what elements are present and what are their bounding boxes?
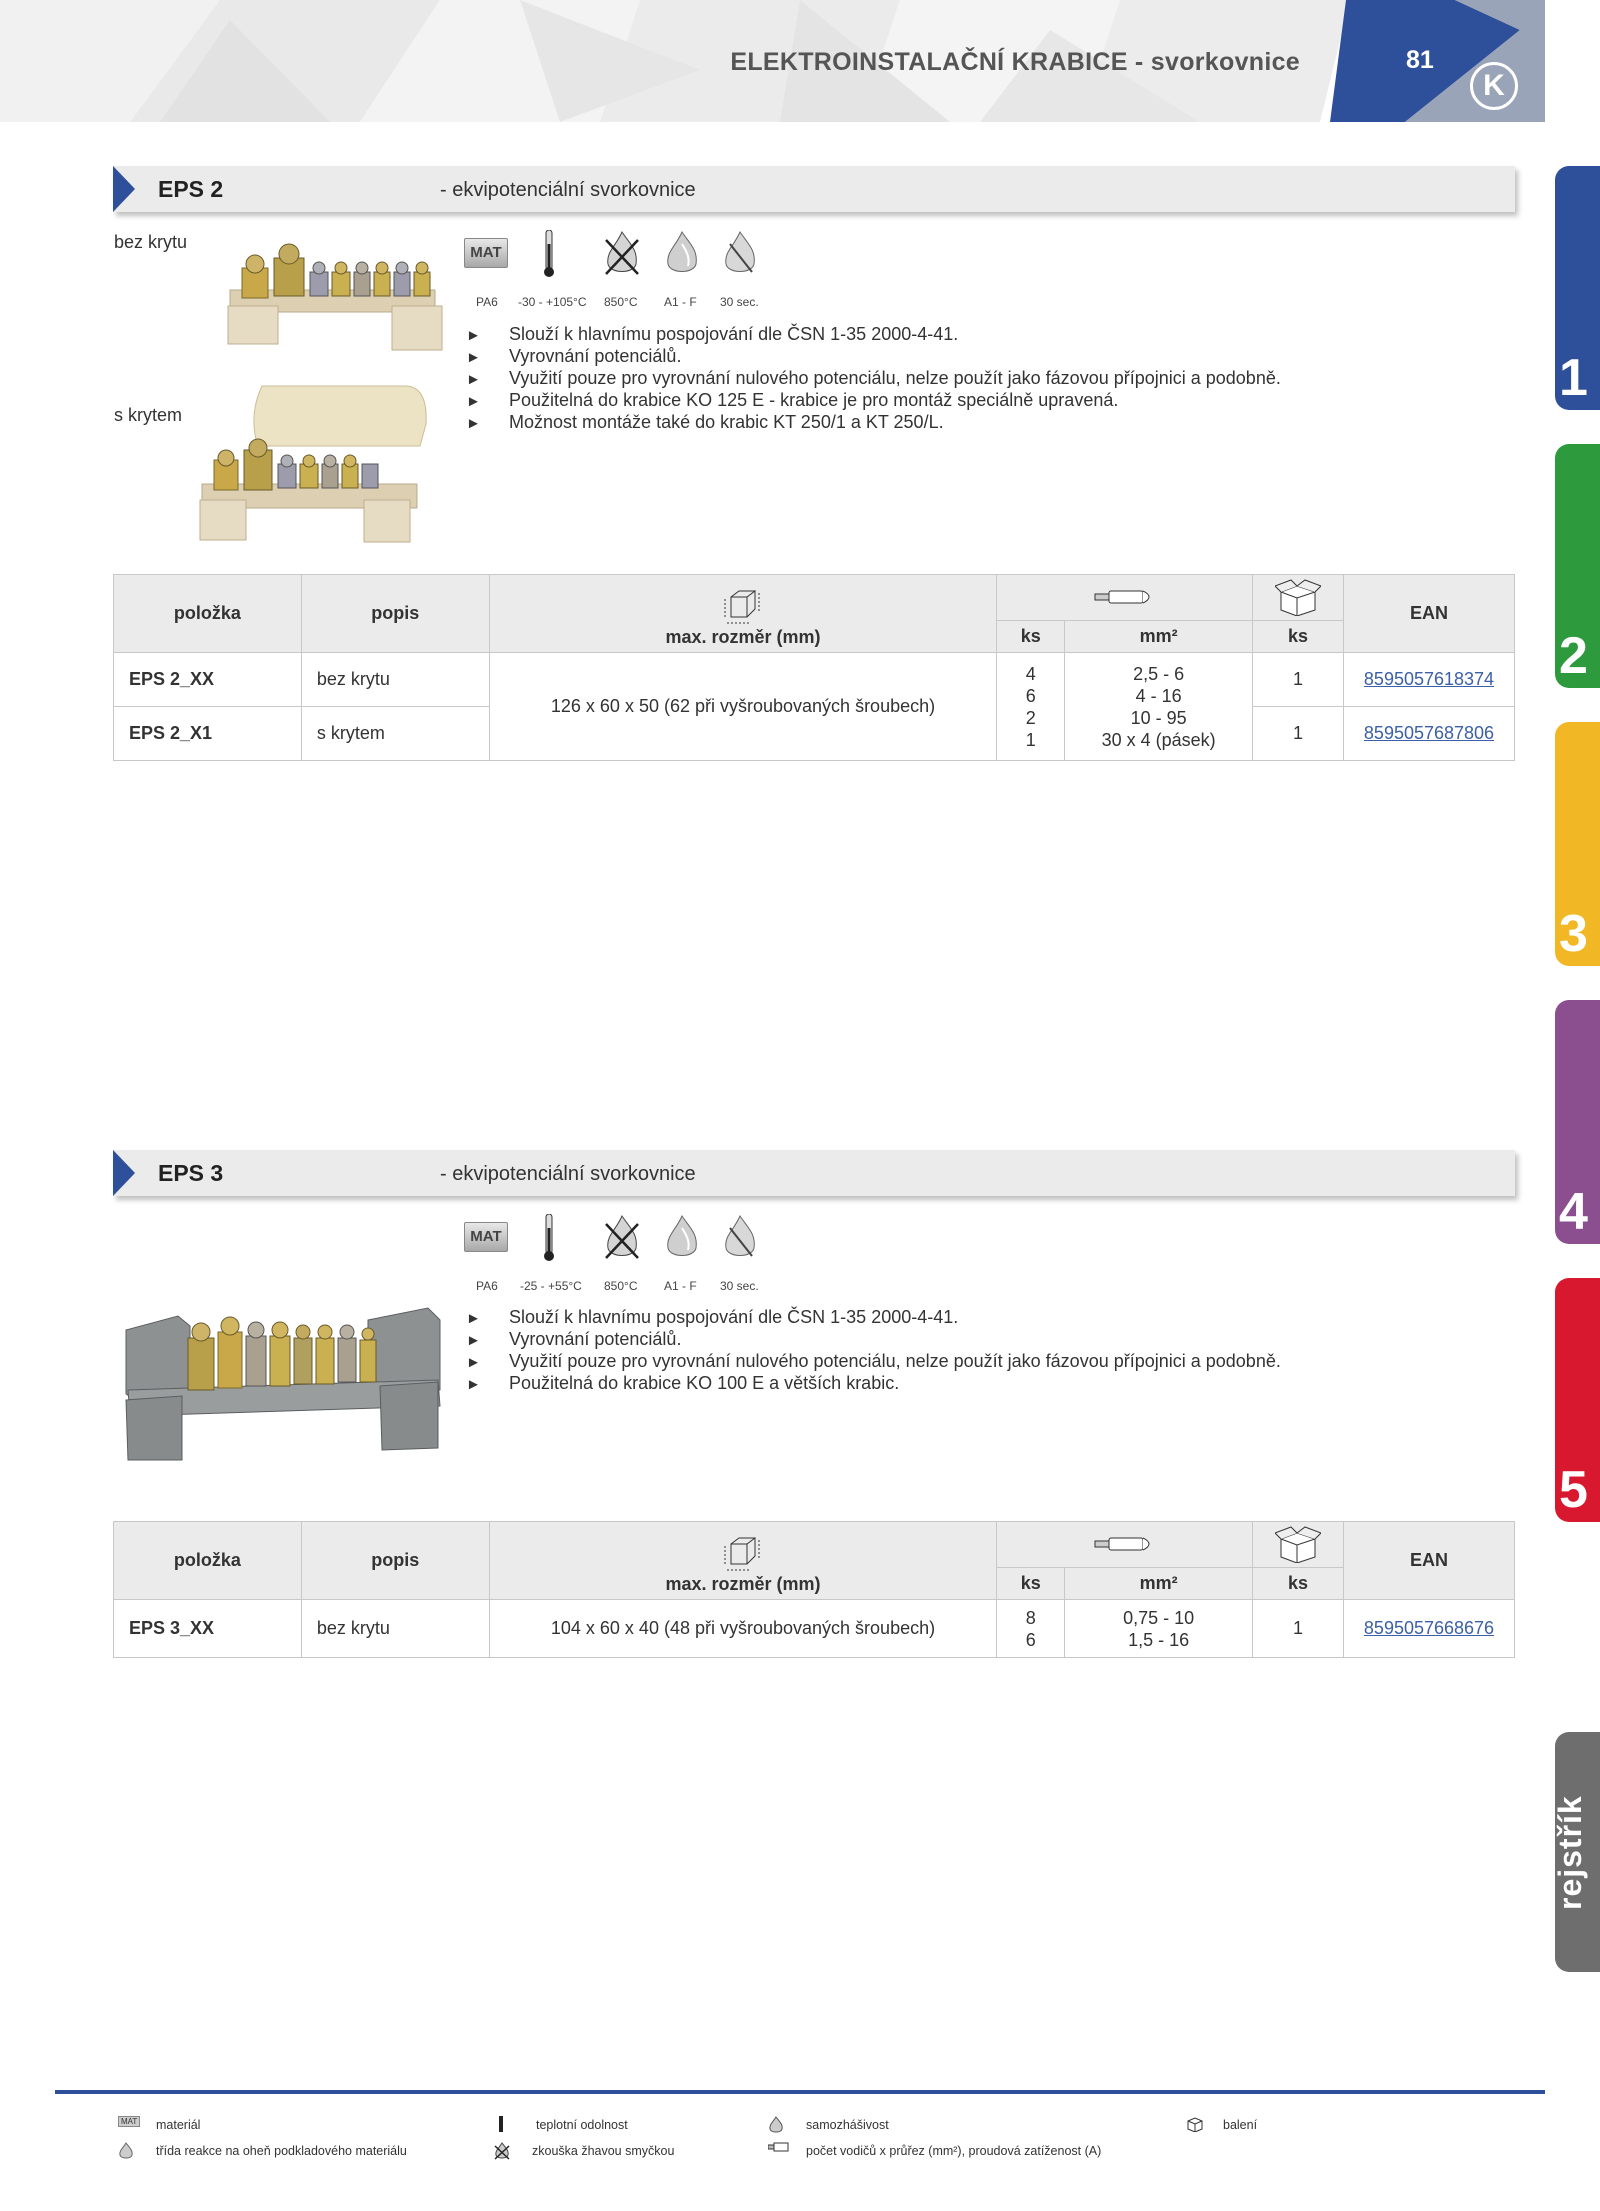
side-tab-4[interactable]: 4 [1555, 1000, 1600, 1244]
side-tab-2[interactable]: 2 [1555, 444, 1600, 688]
mat-icon: MAT [464, 238, 508, 268]
image-label-with-cover: s krytem [114, 405, 183, 425]
column-header-dimensions: max. rozměr (mm) [489, 1522, 997, 1600]
glow-wire-icon [602, 1214, 642, 1262]
dimensions-cube-icon [723, 1534, 763, 1572]
table-row [114, 653, 1515, 707]
column-header-package-count: ks [1253, 621, 1344, 653]
mat-icon: MAT [118, 2116, 140, 2127]
section-header-eps2 [113, 166, 1515, 212]
flame-drop-icon [662, 1214, 702, 1262]
side-tab-index[interactable]: rejstřík [1555, 1732, 1600, 1972]
product-image-eps2-with-cover [192, 376, 438, 551]
ean-link[interactable]: 8595057618374 [1344, 653, 1515, 707]
product-description: - ekvipotenciální svorkovnice [440, 179, 696, 201]
column-header-conductor-count: ks [997, 1568, 1065, 1600]
wire-icon [1093, 1534, 1157, 1554]
list-item: ► Vyrovnání potenciálů. [466, 346, 682, 366]
product-code: EPS 2 [158, 176, 224, 202]
cell-description: bez krytu [301, 1600, 489, 1658]
column-header-ean: EAN [1344, 575, 1515, 653]
product-image-eps2-without-cover [222, 228, 452, 358]
section-arrow-icon [113, 166, 135, 212]
box-icon [1275, 578, 1321, 616]
ean-link[interactable]: 8595057668676 [1343, 1600, 1514, 1658]
thermometer-icon [498, 2116, 504, 2134]
ean-link[interactable]: 8595057687806 [1344, 707, 1515, 761]
dimensions-cube-icon [723, 587, 763, 625]
column-header-package [1253, 1522, 1344, 1568]
thermometer-icon [542, 230, 556, 278]
self-extinguish-icon [768, 2116, 784, 2134]
column-header-cross-section: mm² [1065, 621, 1253, 653]
icon-label-fire-class: A1 - F [664, 295, 697, 309]
box-icon [1185, 2116, 1205, 2132]
column-header-item: položka [114, 1522, 302, 1600]
cell-item: EPS 2_X1 [114, 707, 302, 761]
list-item: ► Využití pouze pro vyrovnání nulového potenciálu, nelze použít jako fázovou přípojnici a podobně. [466, 1351, 1281, 1371]
cell-cross-section: 0,75 - 10 1,5 - 16 [1065, 1600, 1253, 1658]
cell-dimensions: 126 x 60 x 50 (62 při vyšroubovaných šroubech) [489, 653, 997, 761]
cell-item: EPS 3_XX [114, 1600, 302, 1658]
icon-label-extinguish-time: 30 sec. [720, 295, 759, 309]
column-header-package [1253, 575, 1344, 621]
list-item: ► Vyrovnání potenciálů. [466, 1329, 682, 1349]
cell-package: 1 [1253, 707, 1344, 761]
list-item: ► Použitelná do krabice KO 125 E - krabice je pro montáž speciálně upravená. [466, 390, 1119, 410]
list-item: ► Využití pouze pro vyrovnání nulového potenciálu, nelze použít jako fázovou přípojnici a podobně. [466, 368, 1281, 388]
column-header-description: popis [301, 575, 489, 653]
column-header-conductors [997, 575, 1253, 621]
cell-item: EPS 2_XX [114, 653, 302, 707]
cell-package: 1 [1253, 653, 1344, 707]
property-icons-eps2 [464, 230, 784, 310]
glow-wire-icon [494, 2142, 510, 2160]
product-description: - ekvipotenciální svorkovnice [440, 1163, 696, 1185]
icon-label-extinguish-time: 30 sec. [720, 1279, 759, 1293]
spec-table-eps3 [113, 1521, 1515, 1658]
list-item: ► Slouží k hlavnímu pospojování dle ČSN 1-35 2000-4-41. [466, 1307, 959, 1327]
glow-wire-icon [602, 230, 642, 278]
icon-label-glow-wire: 850°C [604, 295, 638, 309]
icon-label-fire-class: A1 - F [664, 1279, 697, 1293]
image-label-without-cover: bez krytu [114, 232, 188, 252]
column-header-conductors [997, 1522, 1253, 1568]
list-item: ► Použitelná do krabice KO 100 E a větších krabic. [466, 1373, 900, 1393]
cell-description: s krytem [301, 707, 489, 761]
side-tab-3[interactable]: 3 [1555, 722, 1600, 966]
feature-list-eps2 [466, 323, 1281, 433]
column-header-description: popis [301, 1522, 489, 1600]
mat-icon: MAT [464, 1222, 508, 1252]
icon-label-temperature: -25 - +55°C [520, 1279, 582, 1293]
cell-conductor-count: 4 6 2 1 [997, 653, 1065, 761]
footer-divider [55, 2090, 1545, 2094]
icon-label-material: PA6 [476, 295, 498, 309]
cell-cross-section: 2,5 - 6 4 - 16 10 - 95 30 x 4 (pásek) [1065, 653, 1253, 761]
self-extinguish-icon [720, 230, 760, 278]
side-tab-1[interactable]: 1 [1555, 166, 1600, 410]
cell-description: bez krytu [301, 653, 489, 707]
table-row [114, 1600, 1515, 1658]
self-extinguish-icon [720, 1214, 760, 1262]
icon-label-temperature: -30 - +105°C [518, 295, 587, 309]
page-number: 81 [1406, 46, 1434, 74]
icon-label-material: PA6 [476, 1279, 498, 1293]
cell-package: 1 [1253, 1600, 1344, 1658]
list-item: ► Slouží k hlavnímu pospojování dle ČSN 1-35 2000-4-41. [466, 324, 959, 344]
flame-drop-icon [662, 230, 702, 278]
page-header-title: ELEKTROINSTALAČNÍ KRABICE - svorkovnice [730, 48, 1300, 76]
company-logo-icon: K [1470, 62, 1518, 110]
cell-conductor-count: 8 6 [997, 1600, 1065, 1658]
product-code: EPS 3 [158, 1160, 224, 1186]
wire-icon [1093, 587, 1157, 607]
icon-label-glow-wire: 850°C [604, 1279, 638, 1293]
list-item: ► Možnost montáže také do krabic KT 250/1 a KT 250/L. [466, 412, 944, 432]
thermometer-icon [542, 1214, 556, 1262]
column-header-item: položka [114, 575, 302, 653]
column-header-dimensions: max. rozměr (mm) [489, 575, 997, 653]
product-image-eps3 [118, 1290, 448, 1465]
column-header-conductor-count: ks [997, 621, 1065, 653]
column-header-package-count: ks [1253, 1568, 1344, 1600]
section-header-eps3 [113, 1150, 1515, 1196]
wire-icon [768, 2142, 792, 2152]
column-header-ean: EAN [1343, 1522, 1514, 1600]
column-header-cross-section: mm² [1065, 1568, 1253, 1600]
property-icons-eps3 [464, 1214, 784, 1294]
box-icon [1275, 1525, 1321, 1563]
side-tab-5[interactable]: 5 [1555, 1278, 1600, 1522]
cell-dimensions: 104 x 60 x 40 (48 při vyšroubovaných šroubech) [489, 1600, 997, 1658]
flame-drop-icon [118, 2142, 134, 2160]
feature-list-eps3 [466, 1306, 1281, 1394]
section-arrow-icon [113, 1150, 135, 1196]
spec-table-eps2 [113, 574, 1515, 761]
